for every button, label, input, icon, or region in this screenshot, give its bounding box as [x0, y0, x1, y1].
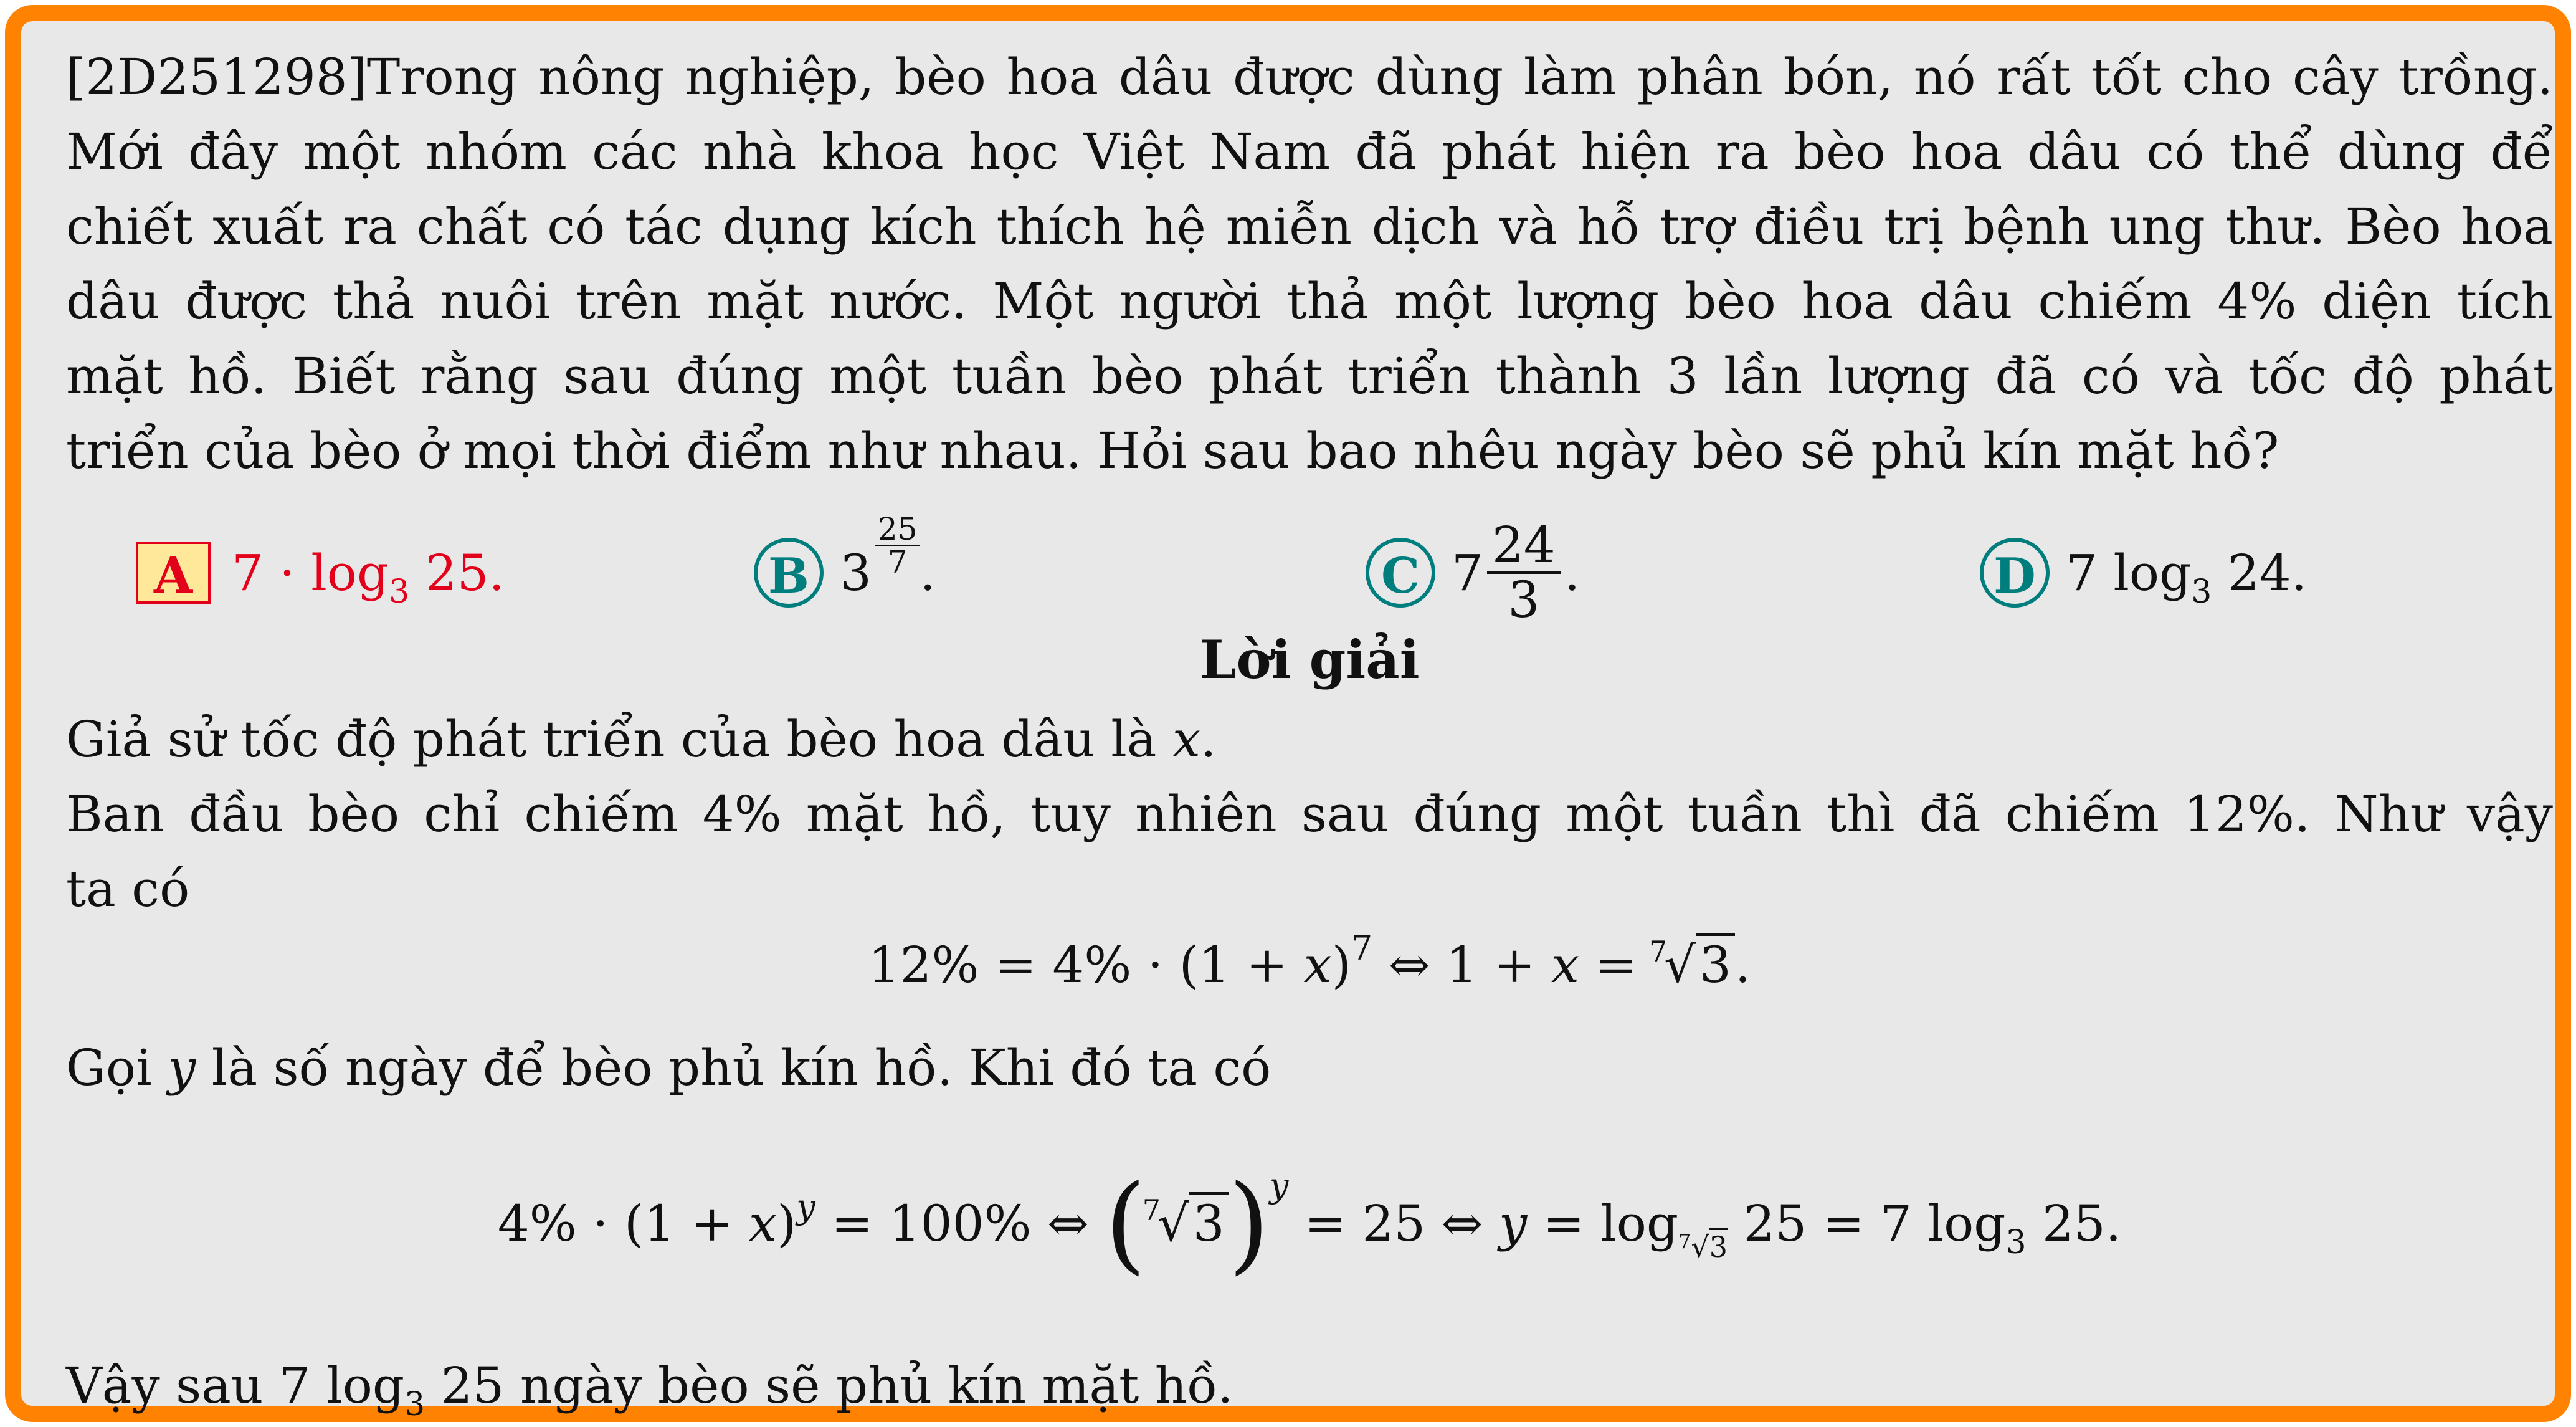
choice-a-base: 3: [389, 573, 410, 611]
question-text-1: Trong nông nghiệp, bèo hoa dâu được dùng làm phân bón, nó rất tốt cho cây trồng.: [366, 48, 2553, 106]
eq2-base-index: 7: [1678, 1229, 1691, 1253]
choice-a-badge: A: [136, 542, 211, 604]
eq2-e: = log: [1527, 1195, 1679, 1253]
conclusion-line: [66, 1355, 1233, 1423]
solution-line-1: [66, 709, 1216, 771]
eq2-f: 25 = 7 log: [1728, 1195, 2006, 1253]
eq1-d: =: [1579, 936, 1653, 994]
eq1-a: 12% = 4% · (1 +: [868, 936, 1304, 994]
choice-d-pre: 7 log: [2066, 543, 2192, 602]
question-line-2: Mới đây một nhóm các nhà khoa học Việt Nam đã phát hiện ra bèo hoa dâu có thể dùng để: [66, 123, 2553, 181]
choice-c-post: .: [1564, 543, 1580, 602]
eq2-b: ): [777, 1195, 797, 1253]
eq1-b: ): [1331, 936, 1351, 994]
eq2-c: = 100% ⇔: [815, 1195, 1105, 1253]
choice-c-fraction: [1487, 516, 1561, 629]
choice-c-whole: 7: [1452, 543, 1483, 602]
solution-heading: Lời giải: [1199, 629, 1420, 690]
sol-l4-var: y: [168, 1039, 196, 1097]
eq2-a: 4% · (1 +: [497, 1195, 749, 1253]
eq2-x: x: [749, 1195, 777, 1253]
concl-pre: Vậy sau 7 log: [66, 1357, 405, 1415]
eq1-radicand: 3: [1696, 933, 1735, 994]
question-line-4: dâu được thả nuôi trên mặt nước. Một người thả một lượng bèo hoa dâu chiếm 4% diện tích: [66, 272, 2553, 330]
eq2-base2: 3: [2005, 1224, 2027, 1261]
sol-l1-post: .: [1200, 710, 1217, 768]
choice-c-den: 3: [1508, 571, 1540, 629]
eq1-root-index: 7: [1648, 935, 1668, 968]
concl-base: 3: [404, 1386, 425, 1423]
choice-d-badge: D: [1980, 538, 2050, 608]
eq2-root: 7 √3: [1146, 1155, 1229, 1292]
choice-b[interactable]: [754, 510, 936, 626]
choice-d[interactable]: [1980, 520, 2307, 626]
eq1-exp: 7: [1351, 928, 1373, 968]
eq2-root-index: 7: [1142, 1193, 1161, 1227]
eq1-root: 7 √3: [1653, 928, 1735, 1003]
sol-l1-var: x: [1172, 710, 1201, 768]
eq2-right-paren: ): [1228, 1162, 1270, 1286]
eq2-log-base: 7√3: [1678, 1229, 1728, 1264]
choice-c-badge: C: [1366, 538, 1435, 608]
question-code: [2D251298]: [66, 48, 367, 106]
concl-post: 25 ngày bèo sẽ phủ kín mặt hồ.: [425, 1357, 1233, 1415]
eq1-e: .: [1734, 936, 1751, 994]
eq2-exp2: y: [1269, 1166, 1289, 1205]
sol-l4-pre: Gọi: [66, 1039, 168, 1097]
choice-d-base: 3: [2191, 573, 2212, 611]
eq2-radicand: 3: [1189, 1192, 1229, 1253]
choice-a[interactable]: [136, 520, 505, 626]
eq1-x: x: [1303, 936, 1332, 994]
eq1-c: ⇔ 1 +: [1372, 936, 1551, 994]
choice-b-num: 25: [875, 513, 920, 546]
choice-a-pre: 7 · log: [232, 543, 389, 602]
question-line-6: triển của bèo ở mọi thời điểm như nhau. Hỏi sau bao nhêu ngày bèo sẽ phủ kín mặt hồ?: [66, 422, 2279, 480]
choice-b-badge: B: [754, 538, 824, 608]
choice-c-num: 24: [1487, 519, 1561, 574]
choice-b-exponent: [875, 510, 920, 580]
eq2-left-paren: (: [1105, 1162, 1146, 1286]
choice-b-base: 3: [840, 543, 872, 602]
eq2-base-radicand: 3: [1709, 1228, 1728, 1264]
solution-line-3: ta có: [66, 860, 190, 918]
sol-l4-post: là số ngày để bèo phủ kín hồ. Khi đó ta có: [196, 1039, 1271, 1097]
choice-b-den: 7: [887, 543, 908, 580]
eq2-d: = 25 ⇔: [1288, 1195, 1499, 1253]
equation-1: [66, 928, 2553, 1003]
solution-line-2: Ban đầu bèo chỉ chiếm 4% mặt hồ, tuy nhiên sau đúng một tuần thì đã chiếm 12%. Như vậy: [66, 785, 2553, 843]
choice-c[interactable]: [1366, 516, 1580, 629]
eq1-x2: x: [1551, 936, 1580, 994]
question-line-3: chiết xuất ra chất có tác dụng kích thích hệ miễn dịch và hỗ trợ điều trị bệnh ung thư. Bèo hoa: [66, 198, 2553, 255]
eq2-exp: y: [796, 1187, 815, 1226]
choice-d-text: [2066, 543, 2307, 611]
choice-a-text: [232, 543, 505, 611]
choice-a-post: 25.: [409, 543, 505, 602]
question-line-1: [66, 46, 2553, 108]
solution-line-4: [66, 1037, 1271, 1099]
eq2-y: y: [1499, 1195, 1528, 1253]
choice-b-post: .: [920, 543, 936, 602]
equation-2: [66, 1155, 2553, 1292]
choice-d-post: 24.: [2212, 543, 2307, 602]
eq2-g: 25.: [2026, 1195, 2122, 1253]
sol-l1-pre: Giả sử tốc độ phát triển của bèo hoa dâu là: [66, 710, 1172, 768]
question-card: [5, 5, 2571, 1422]
question-line-5: mặt hồ. Biết rằng sau đúng một tuần bèo phát triển thành 3 lần lượng đã có và tốc độ phát: [66, 347, 2553, 405]
